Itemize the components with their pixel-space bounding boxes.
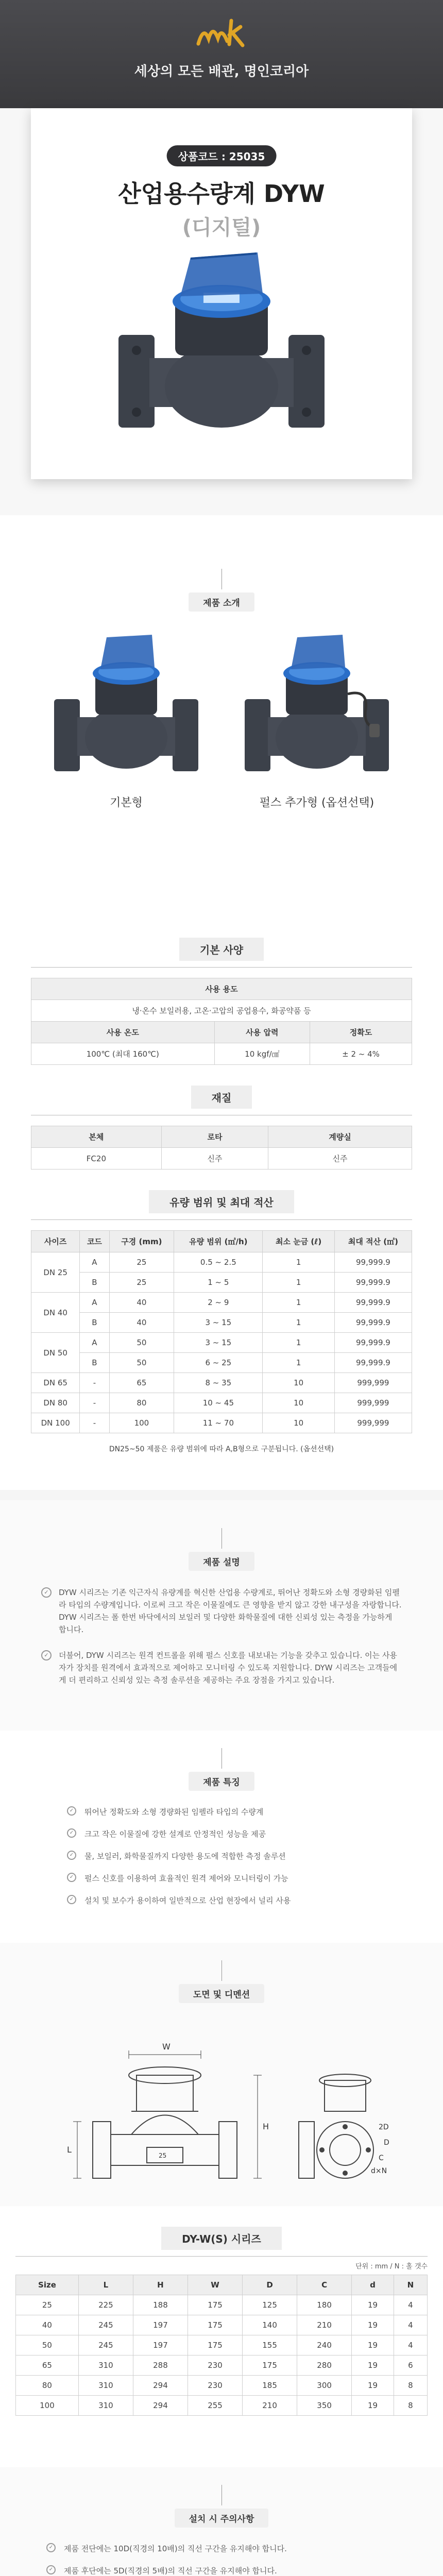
table-cell: 230 <box>188 2355 242 2376</box>
table-cell: 99,999.9 <box>334 1252 412 1273</box>
table-cell: 2 ~ 9 <box>174 1293 263 1313</box>
dimension-table <box>15 2275 428 2416</box>
table-cell: 10 <box>263 1373 334 1393</box>
table-cell: 25 <box>16 2295 79 2315</box>
table-cell: 175 <box>243 2355 297 2376</box>
dimension-col-header: D <box>243 2275 297 2295</box>
table-cell: DN 65 <box>31 1373 80 1393</box>
hero-header <box>0 0 443 108</box>
table-cell: 175 <box>188 2295 242 2315</box>
dimension-col-header: d <box>352 2275 394 2295</box>
list-item: ✓ 펄스 신호를 이용하여 효율적인 원격 제어와 모니터링이 가능 <box>67 1873 376 1884</box>
material-title: 재질 <box>191 1086 252 1109</box>
list-item: ✓ 뛰어난 정확도와 소형 경량화된 임펠라 타입의 수량계 <box>67 1806 376 1817</box>
flow-col-header: 최대 적산 (㎥) <box>334 1231 412 1252</box>
table-cell: 50 <box>109 1333 174 1353</box>
table-row <box>16 2376 428 2396</box>
table-cell: 99,999.9 <box>334 1353 412 1373</box>
table-cell: B <box>80 1353 109 1373</box>
table-cell: 288 <box>133 2355 188 2376</box>
flow-header-row <box>31 1231 412 1252</box>
table-cell: 19 <box>352 2376 394 2396</box>
dimension-col-header: Size <box>16 2275 79 2295</box>
table-cell: 1 <box>263 1333 334 1353</box>
spec-col-header: 사용 온도 <box>31 1022 215 1043</box>
table-row <box>16 2295 428 2315</box>
table-cell: A <box>80 1333 109 1353</box>
table-row <box>31 1353 412 1373</box>
table-cell: 99,999.9 <box>334 1333 412 1353</box>
table-cell: DN 40 <box>31 1293 80 1333</box>
spec-table <box>31 978 412 1065</box>
description-section <box>0 1500 443 1731</box>
table-cell: 4 <box>394 2315 427 2335</box>
table-cell: 255 <box>188 2396 242 2416</box>
table-cell: 6 <box>394 2355 427 2376</box>
drawing-label-c: C <box>379 2154 384 2162</box>
drawing-label-2d: 2D <box>379 2123 389 2131</box>
hero-section <box>0 0 443 515</box>
dimension-col-header: N <box>394 2275 427 2295</box>
table-cell: 140 <box>243 2315 297 2335</box>
table-cell: 240 <box>297 2335 352 2355</box>
table-cell: 197 <box>133 2315 188 2335</box>
table-row <box>31 1333 412 1353</box>
table-cell: B <box>80 1273 109 1293</box>
check-icon: ✓ <box>67 1806 76 1816</box>
table-cell: 40 <box>109 1313 174 1333</box>
description-section-title: 제품 설명 <box>189 1552 254 1571</box>
flow-title: 유량 범위 및 최대 적산 <box>149 1190 294 1213</box>
flow-col-header: 최소 눈금 (ℓ) <box>263 1231 334 1252</box>
dimension-drawing <box>36 2019 407 2189</box>
spec-section <box>31 938 412 1065</box>
table-cell: 1 <box>263 1252 334 1273</box>
table-cell: 11 ~ 70 <box>174 1413 263 1433</box>
table-cell: A <box>80 1252 109 1273</box>
table-cell: 310 <box>78 2376 133 2396</box>
table-cell: 8 ~ 35 <box>174 1373 263 1393</box>
flow-table <box>31 1230 412 1433</box>
check-icon: ✓ <box>41 1587 52 1598</box>
table-cell: 65 <box>109 1373 174 1393</box>
dimension-col-header: H <box>133 2275 188 2295</box>
product-title: 산업용수량계 DYW <box>118 180 325 208</box>
table-cell: 19 <box>352 2295 394 2315</box>
drawing-section-title: 도면 및 디멘션 <box>179 1984 264 2003</box>
table-cell: 175 <box>188 2335 242 2355</box>
table-cell: 8 <box>394 2396 427 2416</box>
table-cell: 3 ~ 15 <box>174 1313 263 1333</box>
check-icon: ✓ <box>67 1851 76 1860</box>
intro-caption: 펄스 추가형 (옵션선택) <box>259 796 374 809</box>
table-cell: 10 ~ 45 <box>174 1393 263 1413</box>
table-cell: 40 <box>109 1293 174 1313</box>
material-section <box>31 1086 412 1170</box>
dimension-col-header: C <box>297 2275 352 2295</box>
table-cell: 40 <box>16 2315 79 2335</box>
table-cell: 8 <box>394 2376 427 2396</box>
spec-col-header: 정확도 <box>310 1022 412 1043</box>
drawing-label-l: L <box>67 2145 72 2155</box>
caution-section-title: 설치 시 주의사항 <box>175 2509 269 2528</box>
table-cell: 294 <box>133 2396 188 2416</box>
table-cell: 25 <box>109 1252 174 1273</box>
dimension-col-header: L <box>78 2275 133 2295</box>
table-cell: 10 <box>263 1413 334 1433</box>
check-icon: ✓ <box>67 1828 76 1838</box>
intro-section <box>0 515 443 927</box>
table-cell: A <box>80 1293 109 1313</box>
material-col-header: 본체 <box>31 1126 162 1148</box>
table-cell: 188 <box>133 2295 188 2315</box>
table-cell: 19 <box>352 2335 394 2355</box>
table-cell: 185 <box>243 2376 297 2396</box>
table-cell: 225 <box>78 2295 133 2315</box>
table-cell: 10 <box>263 1393 334 1413</box>
flow-col-header: 유량 범위 (㎥/h) <box>174 1231 263 1252</box>
list-item: ✓ 제품 후단에는 5D(직경의 5배)의 직선 구간을 유지해야 합니다. <box>46 2565 397 2576</box>
material-value: 신주 <box>268 1148 412 1170</box>
description-paragraph: ✓ DYW 시리즈는 기존 익근자식 유량계를 혁신한 산업용 수량계로, 뛰어난 정확도와 소형 경량화된 임펠라 타입의 수량계입니다. 이로써 크고 작은 이물질에도 큰 영향을 받지 않고 강한 내구성을 자랑합니다. DYW 시리즈는 폴 한번 바닥에서의 보일러 및 다양한 화학물질에 대한 신뢰성 있는 측정을 가능하게 합니다. <box>41 1586 402 1636</box>
table-cell: 6 ~ 25 <box>174 1353 263 1373</box>
material-col-header: 계량실 <box>268 1126 412 1148</box>
table-cell: 1 <box>263 1353 334 1373</box>
table-cell: 1 <box>263 1313 334 1333</box>
flow-col-header: 구경 (mm) <box>109 1231 174 1252</box>
check-icon: ✓ <box>41 1650 52 1660</box>
table-cell: 80 <box>16 2376 79 2396</box>
spec-col-header: 사용 압력 <box>214 1022 310 1043</box>
drawing-label-size: 25 <box>159 2152 167 2159</box>
table-cell: - <box>80 1373 109 1393</box>
product-hero-panel <box>31 108 412 479</box>
flow-col-header: 코드 <box>80 1231 109 1252</box>
table-cell: 19 <box>352 2396 394 2416</box>
table-cell: 100 <box>109 1413 174 1433</box>
table-cell: 3 ~ 15 <box>174 1333 263 1353</box>
dimension-title: DY-W(S) 시리즈 <box>161 2227 282 2250</box>
flow-body <box>31 1252 412 1433</box>
spec-usage-value: 냉·온수 보일러용, 고온·고압의 공업용수, 화공약품 등 <box>31 1000 412 1022</box>
basic-meter-image <box>49 632 203 787</box>
material-value: FC20 <box>31 1148 162 1170</box>
drawing-section <box>0 1943 443 2206</box>
features-section-title: 제품 특징 <box>189 1772 254 1791</box>
table-cell: - <box>80 1413 109 1433</box>
table-cell: 0.5 ~ 2.5 <box>174 1252 263 1273</box>
check-icon: ✓ <box>46 2565 56 2574</box>
spec-value: 100℃ (최대 160℃) <box>31 1043 215 1065</box>
check-icon: ✓ <box>46 2543 56 2552</box>
dimension-unit: 단위 : mm / N : 홀 갯수 <box>355 2263 428 2270</box>
product-subtitle: (디지털) <box>182 216 261 240</box>
list-item: ✓ 설치 및 보수가 용이하여 일반적으로 산업 현장에서 널리 사용 <box>67 1895 376 1906</box>
table-row <box>31 1393 412 1413</box>
table-cell: 125 <box>243 2295 297 2315</box>
list-item: ✓ 제품 전단에는 10D(직경의 10배)의 직선 구간을 유지해야 합니다. <box>46 2543 397 2554</box>
table-cell: 280 <box>297 2355 352 2376</box>
table-row <box>31 1252 412 1273</box>
brand-logo <box>0 15 443 52</box>
table-cell: 19 <box>352 2315 394 2335</box>
table-cell: 350 <box>297 2396 352 2416</box>
table-cell: 1 <box>263 1273 334 1293</box>
list-item: ✓ 크고 작은 이물질에 강한 설계로 안정적인 성능을 제공 <box>67 1828 376 1839</box>
table-row <box>31 1373 412 1393</box>
description-paragraph: ✓ 더불어, DYW 시리즈는 원격 컨트롤을 위해 펄스 신호를 내보내는 기능을 갖추고 있습니다. 이는 사용자가 장치를 원격에서 효과적으로 제어하고 모니터링 수 있도록 지원합니다. DYW 시리즈는 고객들에게 더 편리하고 신뢰성 있는 측정 솔루션을 제공하는 주요 장점을 가지고 있습니다. <box>41 1649 402 1686</box>
table-cell: 80 <box>109 1393 174 1413</box>
list-item: ✓ 물, 보일러, 화학물질까지 다양한 용도에 적합한 측정 솔루션 <box>67 1851 376 1861</box>
table-row <box>31 1413 412 1433</box>
table-cell: 25 <box>109 1273 174 1293</box>
flow-col-header: 사이즈 <box>31 1231 80 1252</box>
flow-section <box>31 1190 412 1454</box>
table-row <box>16 2315 428 2335</box>
product-image <box>113 247 330 445</box>
table-row <box>31 1273 412 1293</box>
table-cell: 175 <box>188 2315 242 2335</box>
dimension-col-header: W <box>188 2275 242 2295</box>
drawing-label-h: H <box>263 2122 269 2131</box>
table-row <box>31 1293 412 1313</box>
spec-usage-header: 사용 용도 <box>31 978 412 1000</box>
table-cell: DN 100 <box>31 1413 80 1433</box>
table-cell: 300 <box>297 2376 352 2396</box>
table-cell: 310 <box>78 2396 133 2416</box>
table-cell: 999,999 <box>334 1413 412 1433</box>
table-cell: 245 <box>78 2315 133 2335</box>
table-cell: 99,999.9 <box>334 1273 412 1293</box>
table-cell: DN 25 <box>31 1252 80 1293</box>
flow-note: DN25~50 제품은 유량 범위에 따라 A,B형으로 구분됩니다. (옵션선택) <box>109 1445 334 1453</box>
material-value: 신주 <box>161 1148 268 1170</box>
intro-caption: 기본형 <box>110 796 143 809</box>
intro-item-basic <box>44 632 209 810</box>
brand-slogan: 세상의 모든 배관, 명인코리아 <box>134 64 309 79</box>
table-cell: 1 <box>263 1293 334 1313</box>
table-cell: 230 <box>188 2376 242 2396</box>
table-cell: DN 80 <box>31 1393 80 1413</box>
table-cell: 99,999.9 <box>334 1293 412 1313</box>
table-cell: 155 <box>243 2335 297 2355</box>
table-cell: 180 <box>297 2295 352 2315</box>
check-icon: ✓ <box>67 1873 76 1882</box>
table-cell: 999,999 <box>334 1373 412 1393</box>
caution-section <box>0 2467 443 2576</box>
table-cell: 210 <box>243 2396 297 2416</box>
spec-title: 기본 사양 <box>179 938 264 961</box>
pulse-meter-image <box>240 632 394 787</box>
drawing-label-dn: d×N <box>371 2167 387 2175</box>
table-cell: 1 ~ 5 <box>174 1273 263 1293</box>
table-cell: 65 <box>16 2355 79 2376</box>
material-col-header: 로타 <box>161 1126 268 1148</box>
drawing-label-w: W <box>162 2042 171 2052</box>
intro-section-title: 제품 소개 <box>189 592 254 612</box>
table-cell: 310 <box>78 2355 133 2376</box>
table-cell: DN 50 <box>31 1333 80 1373</box>
table-cell: 50 <box>16 2335 79 2355</box>
product-code-badge: 상품코드 : 25035 <box>167 145 277 166</box>
check-icon: ✓ <box>67 1895 76 1904</box>
spec-value: 10 kgf/㎠ <box>214 1043 310 1065</box>
table-cell: 294 <box>133 2376 188 2396</box>
table-cell: 50 <box>109 1353 174 1373</box>
material-table <box>31 1126 412 1170</box>
table-row <box>31 1313 412 1333</box>
drawing-label-d: D <box>384 2139 389 2147</box>
table-cell: 99,999.9 <box>334 1313 412 1333</box>
table-cell: 245 <box>78 2335 133 2355</box>
table-cell: B <box>80 1313 109 1333</box>
dimension-section <box>15 2227 428 2416</box>
table-row <box>16 2335 428 2355</box>
table-cell: 19 <box>352 2355 394 2376</box>
table-cell: 4 <box>394 2335 427 2355</box>
table-row <box>16 2355 428 2376</box>
table-cell: 197 <box>133 2335 188 2355</box>
table-cell: 999,999 <box>334 1393 412 1413</box>
table-cell: 100 <box>16 2396 79 2416</box>
table-cell: - <box>80 1393 109 1413</box>
intro-item-pulse <box>234 632 399 810</box>
spec-value: ± 2 ~ 4% <box>310 1043 412 1065</box>
table-row <box>16 2396 428 2416</box>
features-section <box>0 1731 443 1943</box>
table-cell: 210 <box>297 2315 352 2335</box>
table-cell: 4 <box>394 2295 427 2315</box>
